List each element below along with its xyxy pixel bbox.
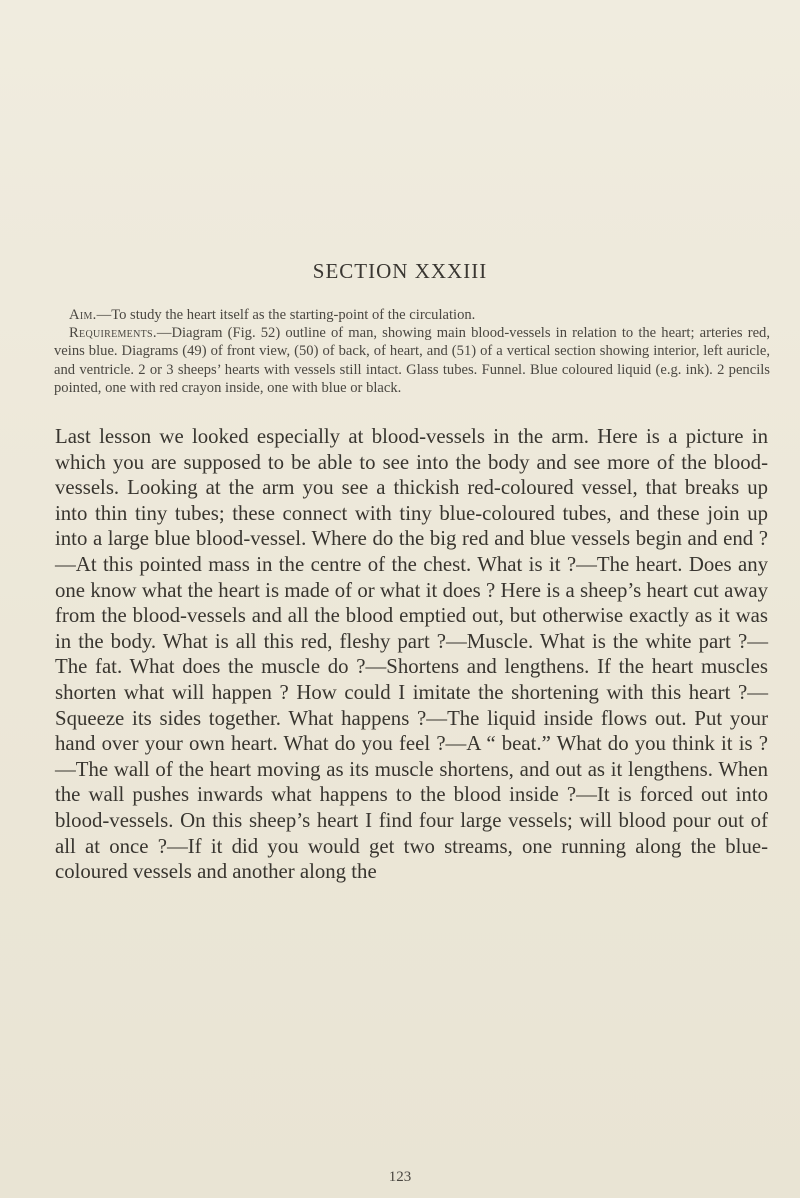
intro-block	[54, 306, 770, 397]
requirements-text: —Diagram (Fig. 52) outline of man, showing main blood-vessels in relation to the heart; arteries red, veins blue. Diagrams (49) of front view, (50) of back, of heart, and (51) of a vertical section showing interior, left auricle, and ventricle. 2 or 3 sheeps’ hearts with vessels still intact. Glass tubes. Funnel. Blue coloured liquid (e.g. ink). 2 pencils pointed, one with red crayon inside, one with blue or black.	[54, 325, 770, 396]
page-number: 123	[388, 1169, 412, 1185]
body-paragraph: Last lesson we looked especially at blood-vessels in the arm. Here is a picture in which you are supposed to be able to see into the body and see more of the blood-vessels. Looking at the arm you see a thickish red-coloured vessel, that breaks up into thin tiny tubes; these connect with tiny blue-coloured tubes, and these join up into a large blue blood-vessel. Where do the big red and blue vessels begin and end ?—At this pointed mass in the centre of the chest. What is it ?—The heart. Does any one know what the heart is made of or what it does ? Here is a sheep’s heart cut away from the blood-vessels and all the blood emptied out, but otherwise exactly as it was in the body. What is all this red, fleshy part ?—Muscle. What is the white part ?—The fat. What does the muscle do ?—Shortens and lengthens. If the heart muscles shorten what will happen ? How could I imitate the shortening with this heart ?—Squeeze its sides together. What happens ?—The liquid inside flows out. Put your hand over your own heart. What do you feel ?—A “ beat.” What do you think it is ?—The wall of the heart moving as its muscle shortens, and out as it lengthens. When the wall pushes inwards what happens to the blood inside ?—It is forced out into blood-vessels. On this sheep’s heart I find four large vessels; will blood pour out of all at once ?—If it did you would get two streams, one running along the blue-coloured vessels and another along the	[55, 425, 768, 884]
lesson-body	[55, 424, 768, 885]
section-title: SECTION XXXIII	[312, 259, 488, 283]
aim-paragraph	[54, 306, 770, 324]
requirements-paragraph	[54, 324, 770, 397]
requirements-label: Requirements.	[69, 325, 157, 342]
aim-label: Aim.	[69, 307, 97, 323]
aim-text: —To study the heart itself as the starting-point of the circulation.	[96, 307, 476, 323]
